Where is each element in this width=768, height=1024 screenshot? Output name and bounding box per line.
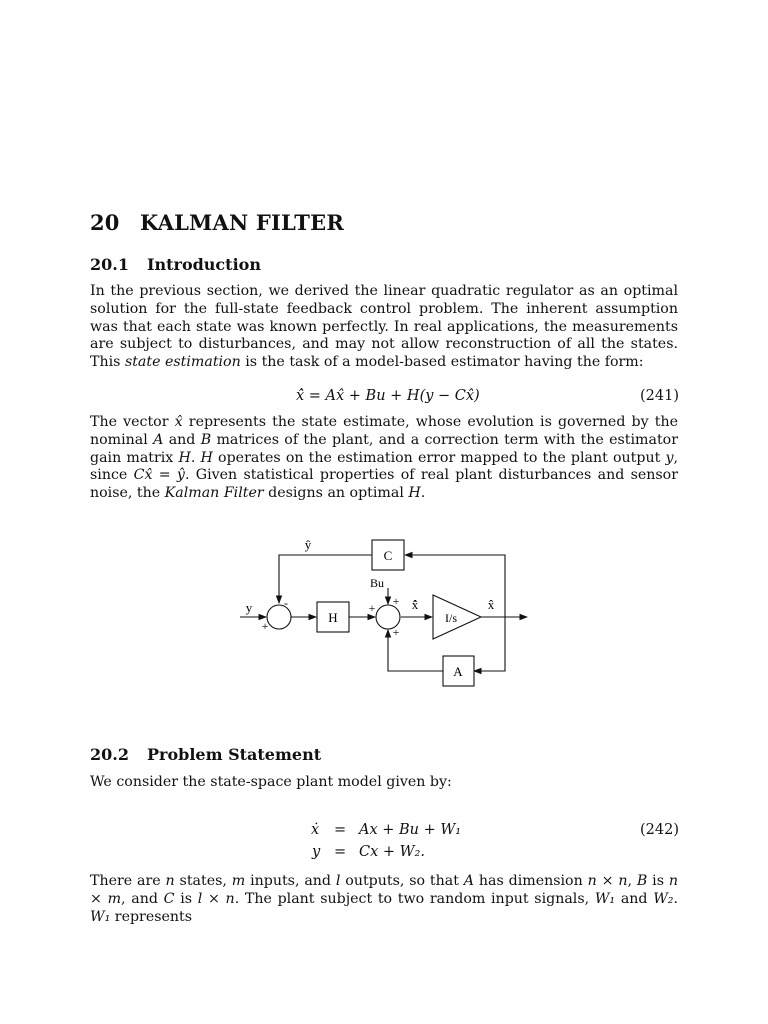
integrator-block bbox=[433, 595, 481, 639]
text-run: and bbox=[615, 890, 654, 907]
math: n × n bbox=[587, 873, 628, 889]
chapter-number: 20 bbox=[90, 210, 120, 235]
xhat-output-label: x̂ bbox=[487, 597, 495, 612]
text-run: inputs, and bbox=[245, 873, 336, 889]
math: B bbox=[636, 873, 648, 889]
dimensions-paragraph bbox=[90, 873, 678, 926]
text-run: operates on the estimation error mapped to the plant output bbox=[212, 449, 666, 466]
text-run: , since bbox=[90, 449, 678, 484]
text-run: We consider the state-space plant model given by: bbox=[90, 774, 452, 790]
math: W₂ bbox=[653, 890, 674, 907]
section-title: Problem Statement bbox=[147, 745, 322, 764]
text-run: states, bbox=[174, 873, 232, 889]
text-run: The vector bbox=[90, 414, 175, 430]
text-run: represents bbox=[110, 908, 193, 925]
text-run: . bbox=[420, 485, 426, 502]
section-heading-problem-statement bbox=[90, 745, 321, 764]
text-run: designs an optimal bbox=[263, 485, 409, 502]
plus-sign: + bbox=[261, 619, 269, 633]
text-run: matrices of the plant, and a correction term with the estimator gain matrix bbox=[90, 431, 678, 466]
emphasis: Kalman Filter bbox=[164, 485, 264, 502]
h-block-label: H bbox=[328, 610, 338, 625]
integrator-label: I/s bbox=[445, 611, 457, 625]
bu-label: Bu bbox=[369, 576, 385, 590]
text-run: and bbox=[163, 431, 201, 448]
text-run: outputs, so that bbox=[340, 873, 464, 889]
math: B bbox=[200, 431, 212, 448]
text-run: , bbox=[627, 873, 637, 889]
math: n bbox=[165, 873, 175, 889]
equation-242-eq2: = bbox=[334, 844, 347, 860]
equation-242-rhs1: Ax + Bu + W₁ bbox=[359, 822, 462, 838]
text-run: . bbox=[190, 449, 201, 466]
equation-number: (241) bbox=[640, 388, 679, 404]
math: A bbox=[153, 431, 164, 448]
text-run: There are bbox=[90, 873, 166, 889]
math: W₁ bbox=[90, 908, 111, 925]
math: H bbox=[408, 485, 421, 502]
math: l × n bbox=[197, 890, 235, 907]
text-run: In the previous section, we derived the linear quadratic regulator as an optimal solution for the full-state feedback control problem. The inherent assumption was that each state was known perfectly. In real applications, the measurements are subject to disturbances, and may not allow reconstruction of all the states. This bbox=[90, 283, 678, 371]
equation-242-lhs2: y bbox=[312, 844, 321, 860]
plus-sign: + bbox=[392, 594, 400, 608]
plus-sign: + bbox=[368, 601, 376, 615]
math: Cx̂ = ŷ bbox=[133, 467, 185, 484]
minus-sign: - bbox=[284, 596, 288, 610]
section-number: 20.1 bbox=[90, 255, 129, 274]
y-input-label: y bbox=[245, 600, 253, 615]
equation-number: (242) bbox=[640, 822, 679, 838]
equation-242-rhs2: Cx + W₂. bbox=[359, 844, 425, 860]
math: H bbox=[200, 449, 213, 466]
section-title: Introduction bbox=[147, 255, 261, 274]
text-run: . The plant subject to two random input signals, bbox=[234, 890, 595, 907]
math: m bbox=[231, 873, 246, 889]
math: W₁ bbox=[594, 890, 616, 907]
math: y bbox=[665, 449, 674, 466]
equation-242-lhs1: ẋ bbox=[311, 822, 320, 838]
math: l bbox=[335, 873, 341, 889]
chapter-title: KALMAN FILTER bbox=[140, 210, 344, 235]
math: C bbox=[163, 890, 175, 907]
math: H bbox=[178, 449, 191, 466]
math: A bbox=[463, 873, 475, 889]
math: x̂ bbox=[174, 414, 183, 430]
text-run: is the task of a model-based estimator having the form: bbox=[240, 354, 644, 371]
xhat-dot-label: x̂̇ bbox=[411, 597, 419, 612]
text-run: is bbox=[174, 890, 198, 907]
section-number: 20.2 bbox=[90, 745, 129, 764]
text-run: . Given statistical properties of real plant disturbances and sensor noise, the bbox=[90, 467, 678, 502]
text-run: . bbox=[673, 890, 678, 907]
yhat-label: ŷ bbox=[304, 537, 312, 552]
equation-242-eq1: = bbox=[334, 822, 347, 838]
plus-sign: + bbox=[392, 625, 400, 639]
text-run: , and bbox=[121, 890, 164, 907]
text-run: is bbox=[647, 873, 669, 889]
c-block-label: C bbox=[383, 548, 393, 563]
math: n × m bbox=[90, 873, 678, 907]
text-run: represents the state estimate, whose evolution is governed by the nominal bbox=[90, 414, 678, 448]
problem-statement-intro bbox=[90, 774, 678, 792]
yhat-feedback-line bbox=[279, 555, 372, 603]
output-to-a-line bbox=[474, 617, 505, 671]
emphasis: state estimation bbox=[124, 354, 241, 371]
a-block-label: A bbox=[453, 664, 463, 679]
equation-241: x̂̇ = Ax̂ + Bu + H(y − Cx̂) bbox=[296, 388, 480, 404]
text-run: has dimension bbox=[474, 873, 588, 889]
